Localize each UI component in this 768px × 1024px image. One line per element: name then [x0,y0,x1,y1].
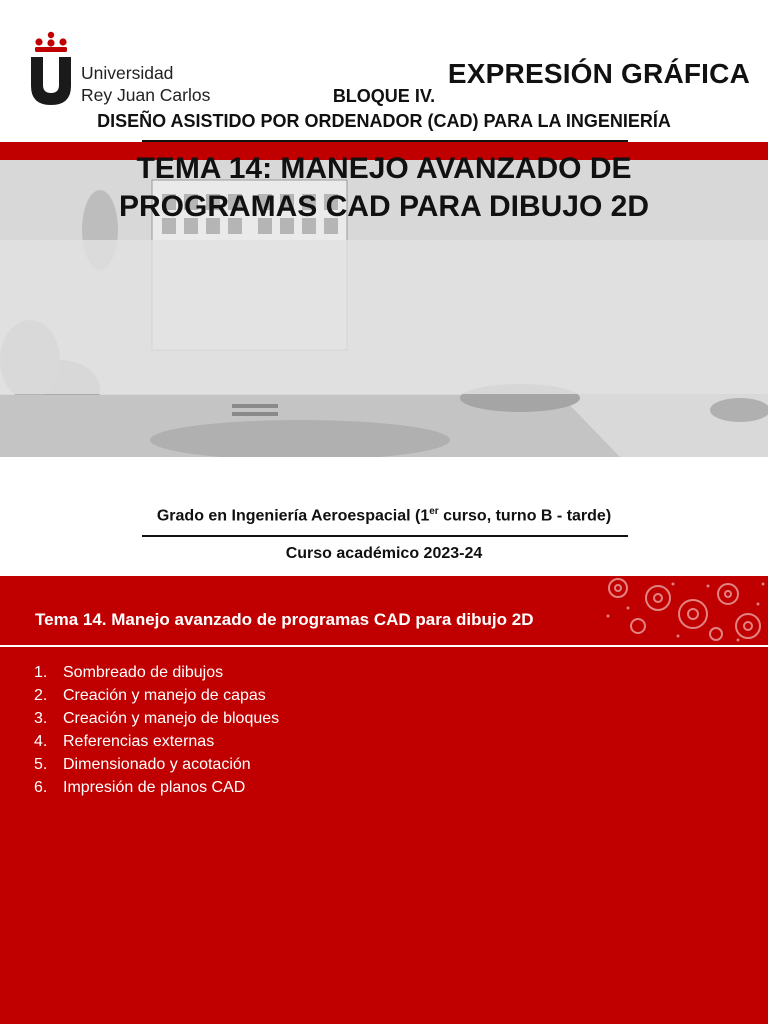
list-item [34,730,279,753]
list-item [34,753,279,776]
topics-list [34,661,279,799]
university-name-line1: Universidad [81,63,174,83]
degree-info [0,506,768,525]
list-item [34,684,279,707]
topic-number: 1. [34,664,48,681]
university-name-line2: Rey Juan Carlos [81,85,211,105]
block-title: DISEÑO ASISTIDO POR ORDENADOR (CAD) PARA LA INGENIERÍA [97,111,671,131]
topic-label: Sombreado de dibujos [63,664,224,681]
block-label: BLOQUE IV. [332,86,436,106]
gears-icon [598,576,768,646]
tema-title-line1: TEMA 14: MANEJO AVANZADO DE [136,152,632,185]
topic-number: 5. [34,756,48,773]
topic-label: Dimensionado y acotación [63,756,251,773]
degree-info-suffix: curso, turno B - tarde) [438,507,612,525]
topic-label: Creación y manejo de capas [63,687,266,704]
topic-label: Impresión de planos CAD [63,779,246,796]
course-title: EXPRESIÓN GRÁFICA [447,58,750,89]
list-item [34,661,279,684]
subtitle-divider [142,535,628,537]
contents-section [0,576,768,1024]
topic-label: Referencias externas [63,733,215,750]
list-item [34,776,279,799]
degree-info-prefix: Grado en Ingeniería Aeroespacial (1 [156,507,430,525]
topic-number: 4. [34,733,48,750]
academic-year: Curso académico 2023-24 [285,545,483,562]
topic-label: Creación y manejo de bloques [63,710,280,727]
degree-info-sup: er [429,506,439,517]
hero-title-panel [0,240,768,394]
topic-number: 6. [34,779,48,796]
hero-divider [142,140,628,142]
contents-divider [0,645,768,647]
list-item [34,707,279,730]
topic-number: 2. [34,687,48,704]
topic-number: 3. [34,710,48,727]
tema-title-line2: PROGRAMAS CAD PARA DIBUJO 2D [118,190,650,223]
contents-title: Tema 14. Manejo avanzado de programas CAD para dibujo 2D [35,610,534,629]
